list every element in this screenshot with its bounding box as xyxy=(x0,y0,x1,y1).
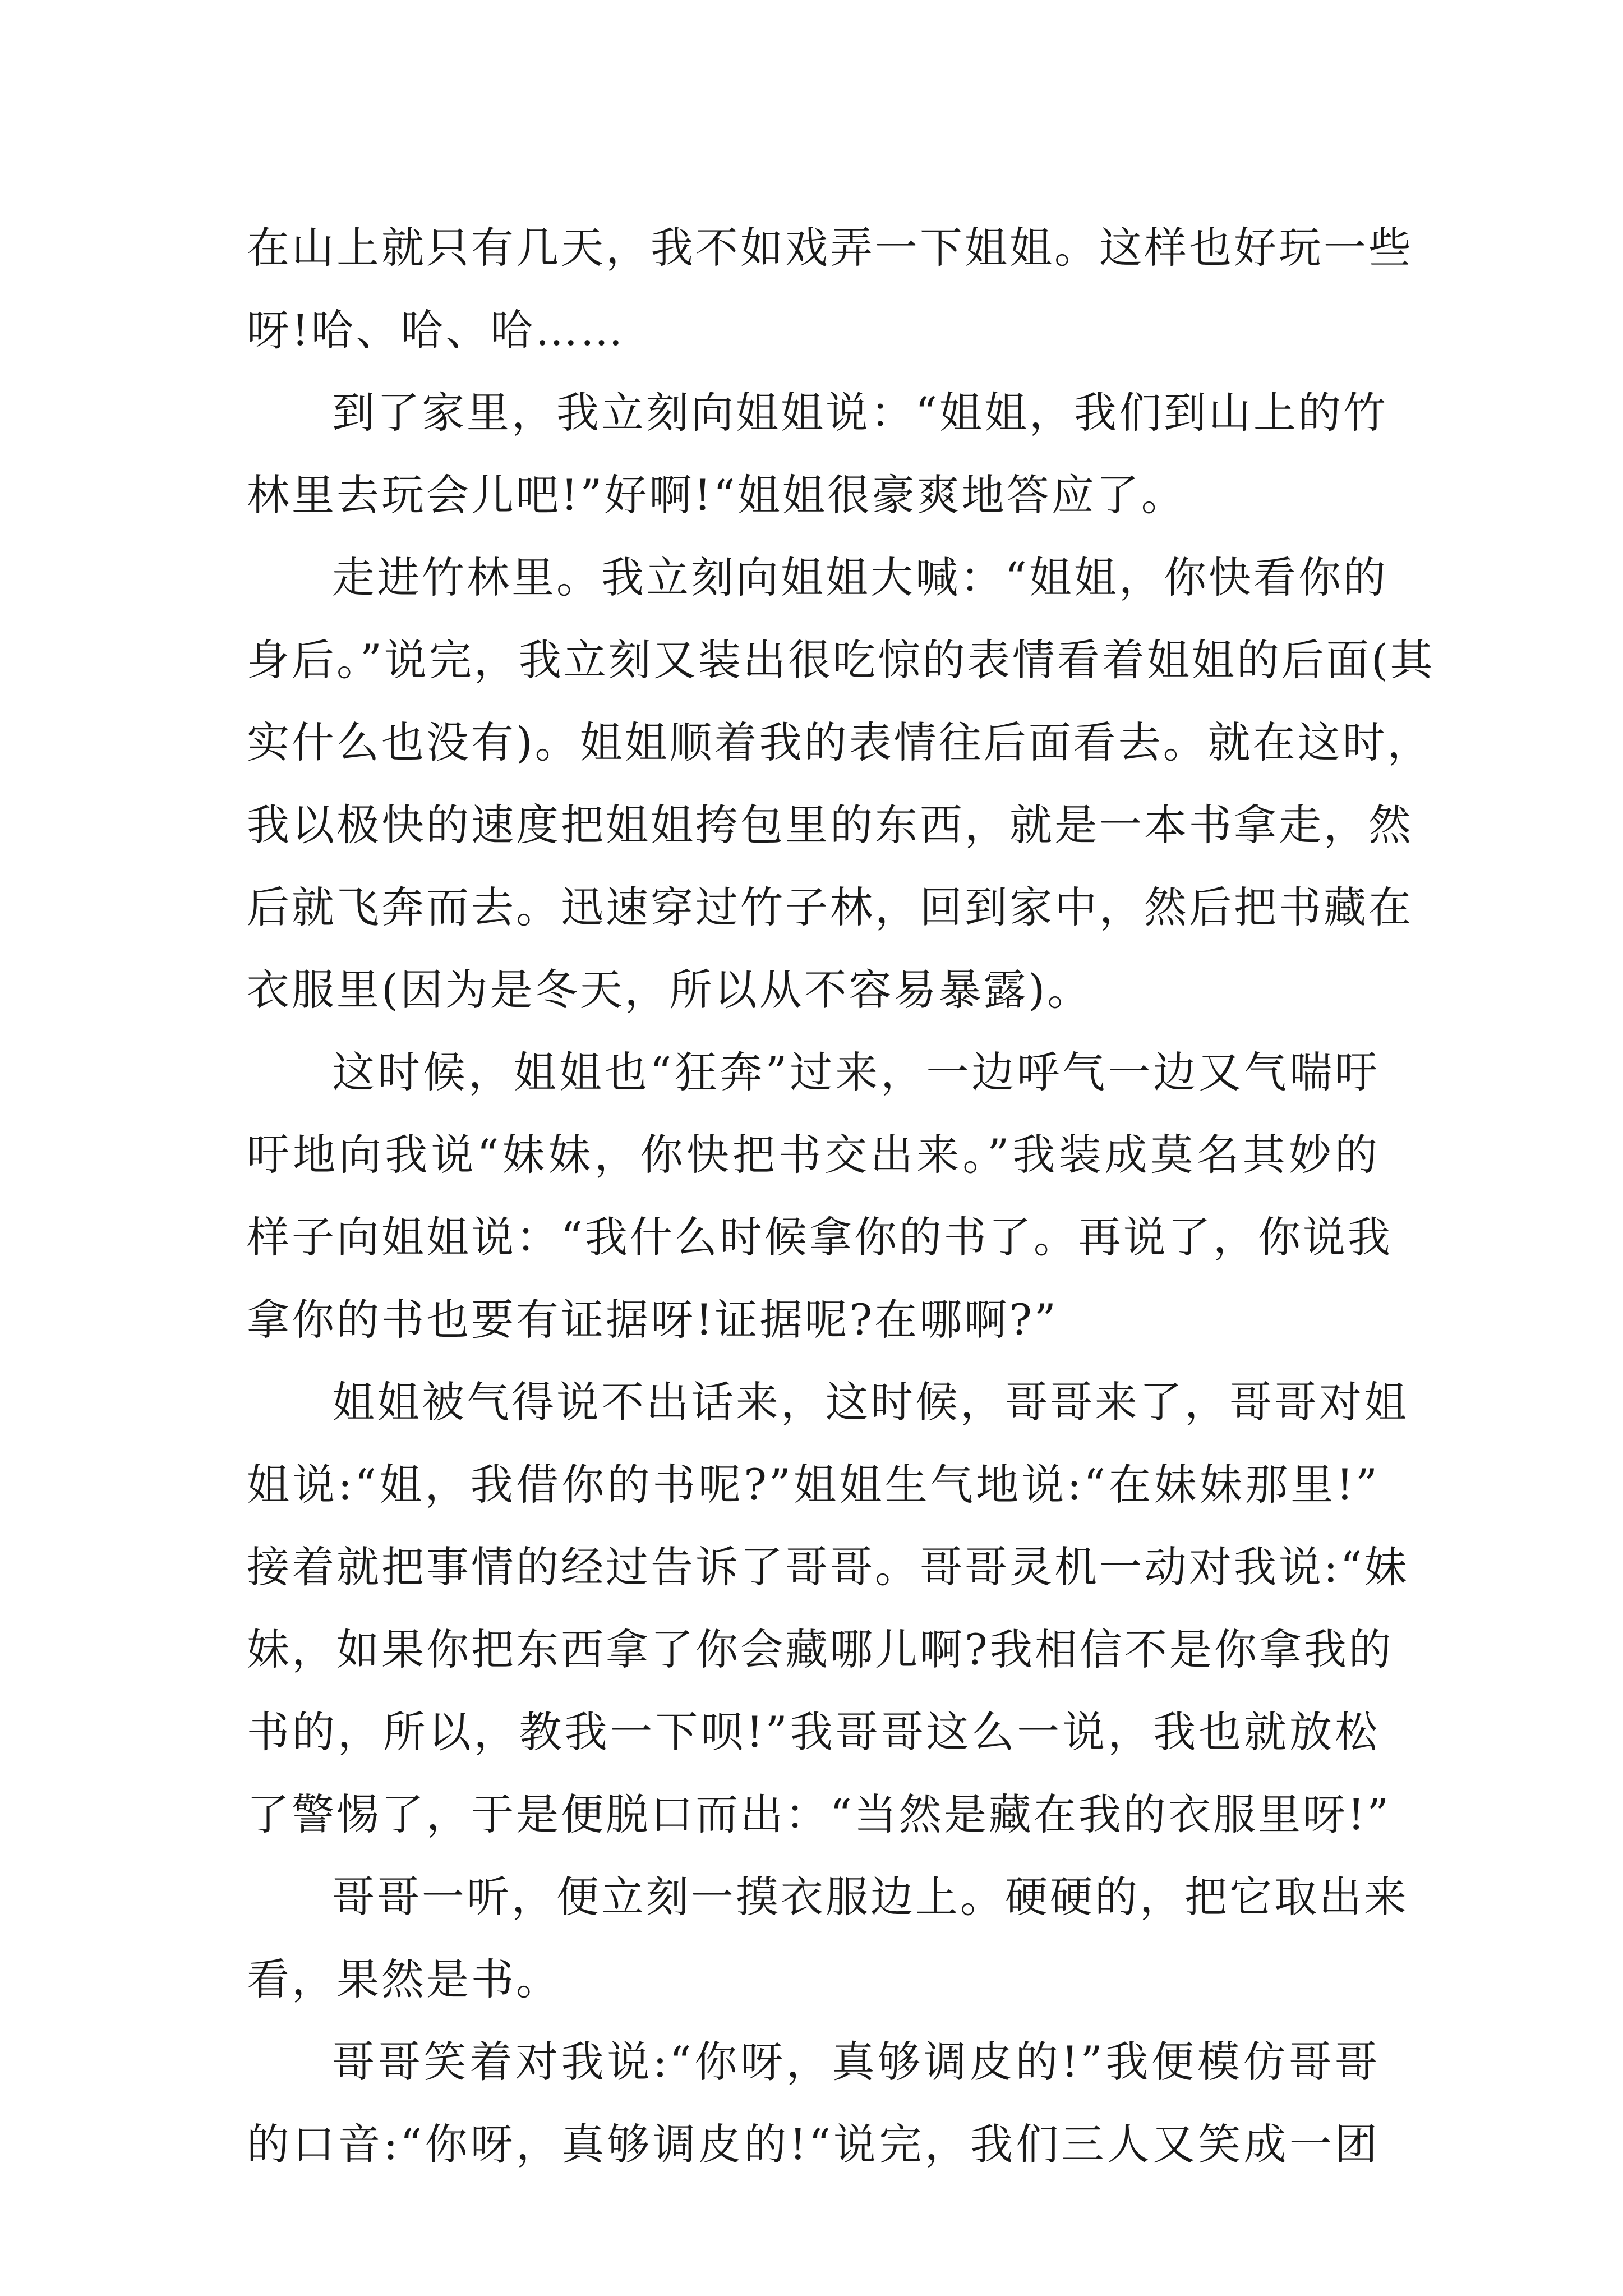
text-line: 林里去玩会儿吧!”好啊!“姐姐很豪爽地答应了。 xyxy=(247,470,1186,520)
text-line: 我以极快的速度把姐姐挎包里的东西，就是一本书拿走，然 xyxy=(247,800,1413,850)
text-line: 呀!哈、哈、哈…… xyxy=(247,305,625,355)
text-line: 衣服里(因为是冬天，所以从不容易暴露)。 xyxy=(247,965,1092,1015)
paragraph xyxy=(247,2021,1380,2185)
text-line: 哥哥一听，便立刻一摸衣服边上。硬硬的，把它取出来 xyxy=(332,1872,1409,1922)
paragraph xyxy=(247,371,1388,536)
text-line: 样子向姐姐说：“我什么时候拿你的书了。再说了，你说我 xyxy=(247,1212,1393,1262)
paragraph xyxy=(247,536,1435,1031)
text-line: 在山上就只有几天，我不如戏弄一下姐姐。这样也好玩一些 xyxy=(247,223,1413,273)
text-line: 身后。”说完，我立刻又装出很吃惊的表情看着姐姐的后面(其 xyxy=(247,635,1435,685)
paragraph xyxy=(247,1031,1393,1361)
text-line: 的口音:“你呀，真够调皮的!“说完，我们三人又笑成一团 xyxy=(247,2119,1380,2169)
text-line: 吁地向我说“妹妹，你快把书交出来。”我装成莫名其妙的 xyxy=(247,1130,1380,1180)
text-line: 哥哥笑着对我说:“你呀，真够调皮的!”我便模仿哥哥 xyxy=(332,2037,1380,2087)
paragraph xyxy=(247,206,1413,371)
text-line: 这时候，姐姐也“狂奔”过来，一边呼气一边又气喘吁 xyxy=(332,1047,1380,1097)
text-line: 姐说:“姐，我借你的书呢?”姐姐生气地说:“在妹妹那里!” xyxy=(247,1460,1380,1510)
text-line: 实什么也没有)。姐姐顺着我的表情往后面看去。就在这时， xyxy=(247,717,1432,767)
document-body-text xyxy=(247,206,1435,2185)
text-line: 走进竹林里。我立刻向姐姐大喊：“姐姐，你快看你的 xyxy=(332,553,1388,602)
text-line: 接着就把事情的经过告诉了哥哥。哥哥灵机一动对我说:“妹 xyxy=(247,1542,1409,1592)
text-line: 了警惕了，于是便脱口而出：“当然是藏在我的衣服里呀!” xyxy=(247,1789,1391,1839)
text-line: 到了家里，我立刻向姐姐说：“姐姐，我们到山上的竹 xyxy=(332,388,1388,438)
text-line: 书的，所以，教我一下呗!”我哥哥这么一说，我也就放松 xyxy=(247,1707,1380,1757)
text-line: 后就飞奔而去。迅速穿过竹子林，回到家中，然后把书藏在 xyxy=(247,882,1413,932)
paragraph xyxy=(247,1856,1409,2021)
paragraph xyxy=(247,1361,1409,1856)
text-line: 妹，如果你把东西拿了你会藏哪儿啊?我相信不是你拿我的 xyxy=(247,1625,1394,1674)
text-line: 拿你的书也要有证据呀!证据呢?在哪啊?” xyxy=(247,1295,1058,1345)
text-line: 看，果然是书。 xyxy=(247,1954,561,2004)
text-line: 姐姐被气得说不出话来，这时候，哥哥来了，哥哥对姐 xyxy=(332,1377,1409,1427)
